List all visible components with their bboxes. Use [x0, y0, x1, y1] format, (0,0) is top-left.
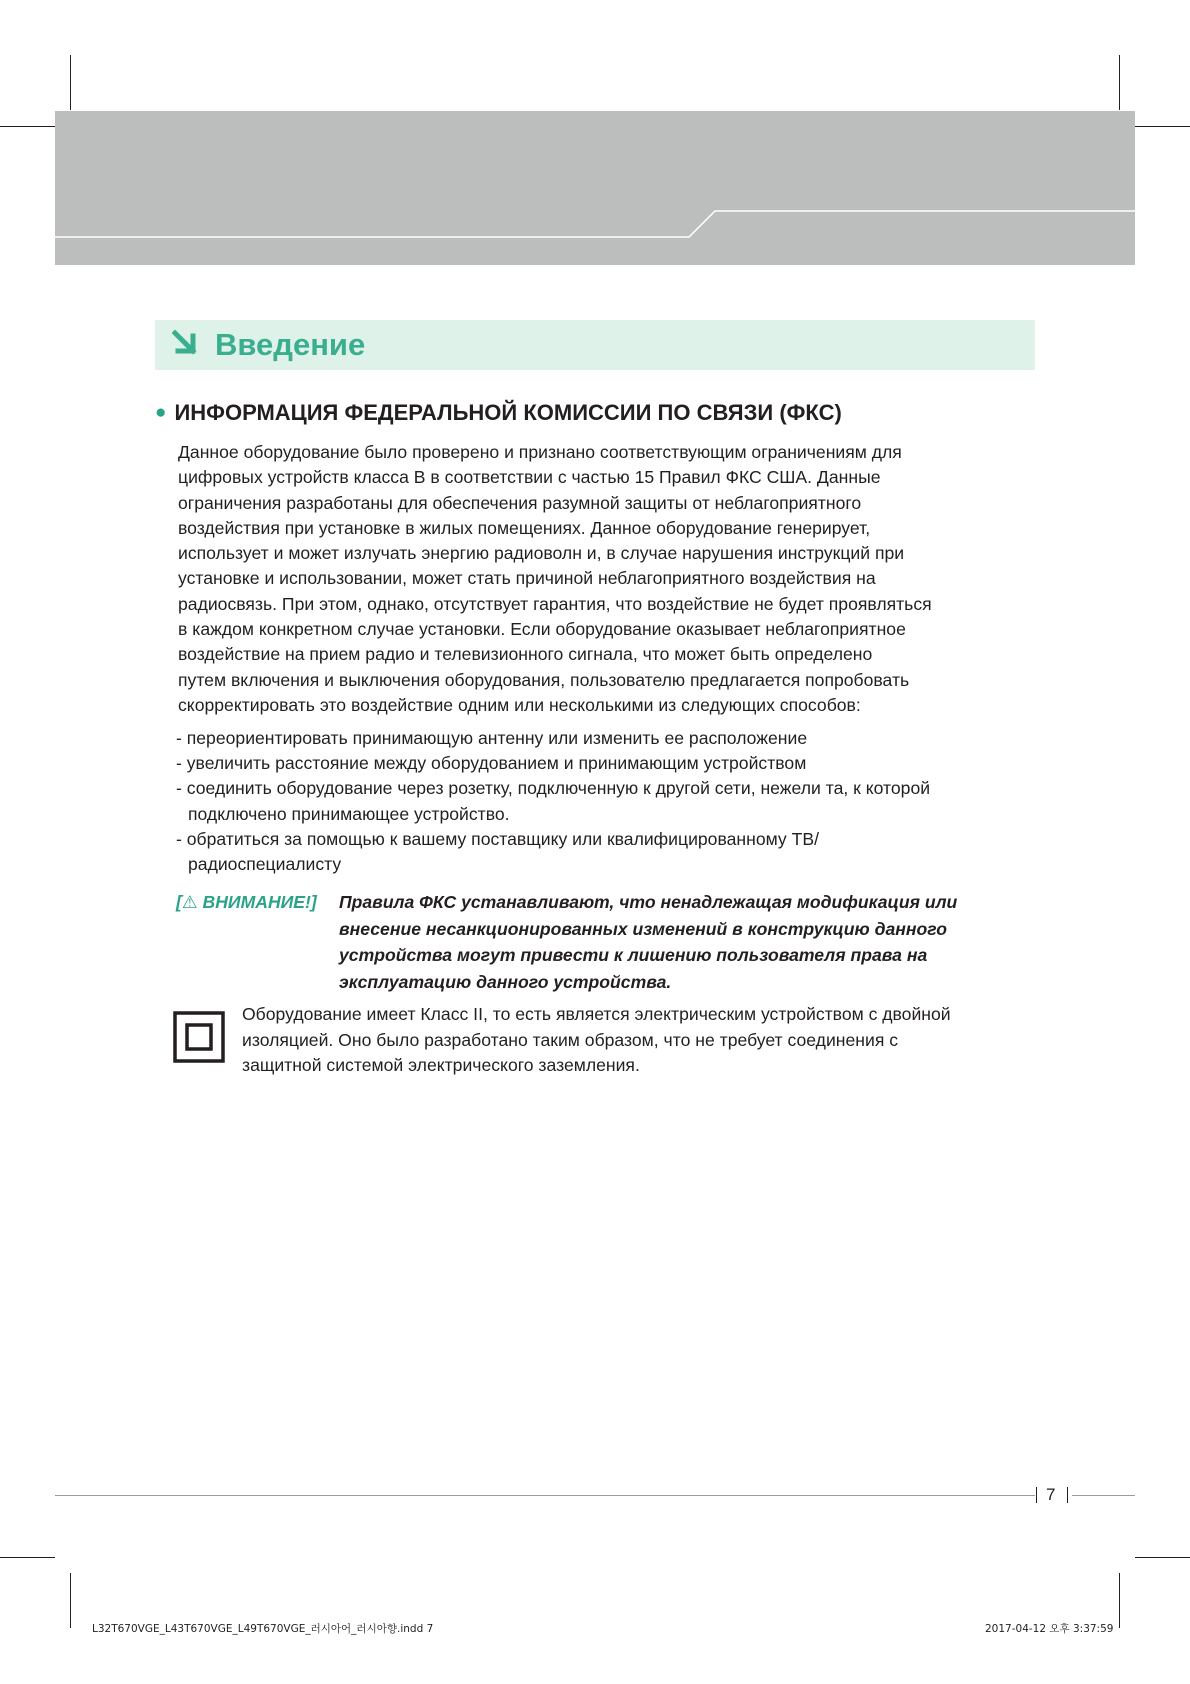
fcc-paragraph: [178, 440, 1058, 718]
list-item-continuation: радиоспециалисту: [188, 854, 342, 875]
remedy-list: [176, 726, 1056, 877]
warning-line: устройства могут привести к лишению пользователя права на: [339, 945, 928, 965]
paragraph-line: путем включения и выключения оборудования, пользователю предлагается попробовать: [178, 669, 910, 690]
list-item: - увеличить расстояние между оборудованием и принимающим устройством: [176, 753, 807, 774]
heading-text: ИНФОРМАЦИЯ ФЕДЕРАЛЬНОЙ КОМИССИИ ПО СВЯЗИ (ФКС): [174, 400, 842, 425]
crop-mark: [1135, 1557, 1190, 1558]
slug-filename: L32T670VGE_L43T670VGE_L49T670VGE_러시아어_러시아향.indd 7: [92, 1623, 434, 1635]
paragraph-line: воздействия при установке в жилых помещениях. Данное оборудование генерирует,: [178, 517, 871, 538]
slug-timestamp: 2017-04-12 오후 3:37:59: [985, 1623, 1114, 1635]
crop-mark: [1119, 1573, 1120, 1628]
class2-text: [242, 1002, 951, 1079]
list-item: - переориентировать принимающую антенну или изменить ее расположение: [176, 728, 808, 748]
arrow-down-right-icon: [172, 330, 198, 356]
paragraph-line: в каждом конкретном случае установки. Если оборудование оказывает неблагоприятное: [178, 619, 906, 640]
page-number: 7: [1046, 1485, 1056, 1504]
paragraph-line: установке и использовании, может стать причиной неблагоприятного воздействия на: [178, 568, 876, 589]
warning-text: [339, 889, 957, 995]
warning-line: внесение несанкционированных изменений в конструкцию данного: [339, 918, 947, 939]
crop-mark: [0, 1557, 55, 1558]
warning-label: [⚠ ВНИМАНИЕ!]: [176, 892, 317, 912]
warning-line: эксплуатацию данного устройства.: [339, 971, 672, 992]
class2-line: изоляцией. Оно было разработано таким образом, что не требует соединения с: [242, 1029, 899, 1050]
crop-mark: [70, 55, 71, 110]
bullet-icon: ●: [155, 402, 167, 423]
page-number-bracket: [1067, 1487, 1068, 1503]
class2-line: Оборудование имеет Класс II, то есть является электрическим устройством с двойной: [242, 1004, 951, 1024]
paragraph-line: использует и может излучать энергию радиоволн и, в случае нарушения инструкций при: [178, 543, 905, 564]
list-item: - соединить оборудование через розетку, подключенную к другой сети, нежели та, к которой: [176, 778, 931, 799]
crop-mark: [70, 1573, 71, 1628]
fcc-heading: [155, 398, 842, 430]
crop-mark: [0, 126, 55, 127]
list-item-continuation: подключено принимающее устройство.: [188, 803, 510, 824]
paragraph-line: радиосвязь. При этом, однако, отсутствует гарантия, что воздействие не будет проявляться: [178, 593, 932, 614]
paragraph-line: воздействие на прием радио и телевизионного сигнала, что может быть определено: [178, 644, 873, 665]
paragraph-line: скорректировать это воздействие одним или несколькими из следующих способов:: [178, 694, 861, 715]
page-number-bracket: [1036, 1487, 1037, 1503]
warning-line: Правила ФКС устанавливают, что ненадлежащая модификация или: [339, 892, 958, 912]
footer-rule: [1072, 1495, 1135, 1496]
list-item: - обратиться за помощью к вашему поставщику или квалифицированному ТВ/: [176, 828, 819, 849]
double-insulation-icon: [173, 1011, 225, 1063]
class2-line: защитной системой электрического заземления.: [242, 1055, 640, 1075]
paragraph-line: Данное оборудование было проверено и признано соответствующим ограничениям для: [178, 442, 902, 462]
header-stripe: [55, 111, 1135, 265]
paragraph-line: цифровых устройств класса B в соответствии с частью 15 Правил ФКС США. Данные: [178, 467, 881, 488]
section-title: Введение: [215, 327, 366, 362]
crop-mark: [1135, 126, 1190, 127]
crop-mark: [1119, 55, 1120, 110]
paragraph-line: ограничения разработаны для обеспечения разумной защиты от неблагоприятного: [178, 492, 862, 513]
footer-rule: [55, 1495, 1035, 1496]
